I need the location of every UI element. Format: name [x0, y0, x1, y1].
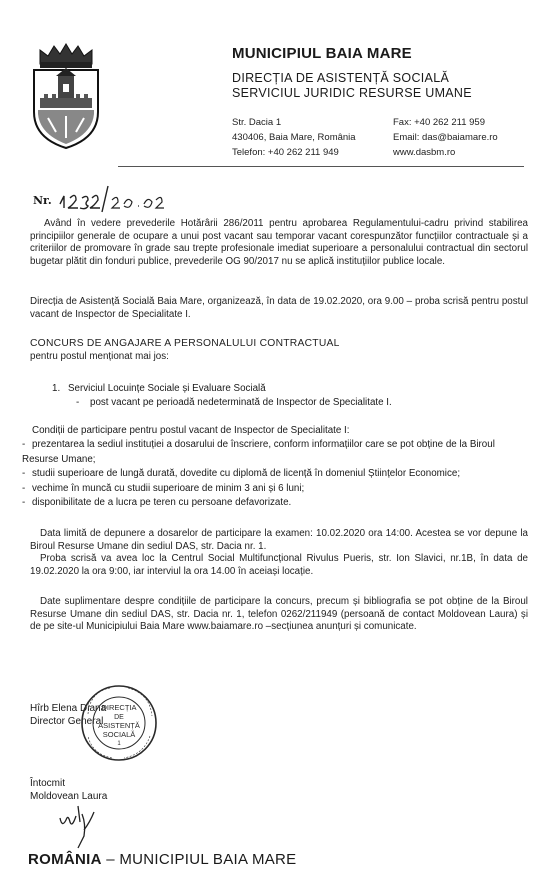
- prepared-by-block: [30, 778, 107, 803]
- stamp-number: 1: [117, 741, 121, 747]
- signer-name: Hîrb Elena Diana: [30, 703, 107, 714]
- contact-address: [232, 115, 356, 160]
- conditions-section: [22, 424, 532, 510]
- coat-of-arms-icon: [26, 42, 106, 152]
- list-item: - prezentarea la sediul instituției a dosarului de înscriere, conform informațiilor care se pot obține de la Biroul Resurse Umane;: [22, 439, 495, 465]
- service-list: [52, 382, 392, 410]
- registration-label: Nr.: [33, 194, 52, 207]
- post-description: post vacant pe perioadă nedeterminată de Inspector de Specialitate I.: [90, 397, 392, 408]
- stamp-line: ASISTENȚĂ: [98, 721, 140, 730]
- list-subitem: [52, 396, 392, 410]
- service-name: Serviciul Locuințe Sociale și Evaluare Socială: [68, 383, 266, 394]
- stamp-line: DE: [114, 714, 124, 721]
- footer-municipality: MUNICIPIUL BAIA MARE: [119, 851, 297, 868]
- handwritten-registration-number: [56, 184, 166, 214]
- list-item: - vechime în muncă cu studii superioare de minim 3 ani și 6 luni;: [22, 482, 305, 494]
- fax-number: Fax: +40 262 211 959: [393, 117, 485, 128]
- additional-info-paragraph: Date suplimentare despre condițiile de participare la concurs, precum și bibliografia se pot obține de la Biroul Resurse Umane din sediul DAS, str. Dacia nr. 1, telefon 0262/211949 (persoană de contact Moldovean Laura) și de pe site-ul Municipiului Baia Mare www.baiamare.ro –secțiunea anunțuri și comunicate.: [30, 596, 528, 633]
- legal-basis-paragraph: Având în vedere prevederile Hotărârii 286/2011 pentru aprobarea Regulamentului-cadru privind stabilirea principiilor generale de ocupare a unui post vacant sau temporar vacant corespunzător funcțiilor contractuale și a criteriilor de promovare în grade sau trepte profesionale imediat superioare a personalului contractual din sectorul bugetar plătit din fonduri publice, prevederile OG 90/2017 nu se aplică instituțiilor publice locale.: [30, 218, 528, 267]
- contact-online: [393, 115, 498, 160]
- footer-separator: –: [101, 851, 120, 868]
- stamp-line: DIRECȚIA: [101, 703, 137, 712]
- competition-title: CONCURS DE ANGAJARE A PERSONALULUI CONTRACTUAL: [30, 338, 340, 349]
- footer-country: ROMÂNIA: [28, 851, 102, 868]
- prepared-name: Moldovean Laura: [30, 790, 108, 802]
- bullet-dash: -: [76, 397, 80, 408]
- stamp-line: SOCIALĂ: [102, 730, 136, 739]
- deadline-paragraph: [30, 528, 528, 578]
- deadline-text: Data limită de depunere a dosarelor de participare la examen: 10.02.2020 ora 14:00. Acestea se vor depune la Biroul Resurse Umane din sediul DAS, str. Dacia nr. 1.: [30, 528, 528, 552]
- organizes-paragraph: Direcția de Asistență Socială Baia Mare, organizează, în data de 19.02.2020, ora 9.00 – proba scrisă pentru postul vacant de Inspector de Specialitate I.: [30, 296, 528, 320]
- footer-title: [28, 851, 297, 868]
- department-heading: [232, 71, 472, 101]
- handwritten-signature-icon: [56, 802, 106, 850]
- website-link[interactable]: www.dasbm.ro: [393, 147, 456, 158]
- email-link[interactable]: Email: das@baiamare.ro: [393, 132, 498, 143]
- department-line: DIRECȚIA DE ASISTENȚĂ SOCIALĂ: [232, 71, 450, 85]
- competition-subtitle: pentru postul menționat mai jos:: [30, 350, 169, 362]
- conditions-intro: Condiții de participare pentru postul vacant de Inspector de Specialitate I:: [32, 425, 350, 436]
- service-line: SERVICIUL JURIDIC RESURSE UMANE: [232, 86, 472, 100]
- org-name: MUNICIPIUL BAIA MARE: [232, 45, 412, 62]
- signer-title: Director General: [30, 715, 104, 727]
- address-city: 430406, Baia Mare, România: [232, 132, 356, 143]
- list-item: - disponibilitate de a lucra pe teren cu persoane defavorizate.: [22, 497, 292, 509]
- phone-number: Telefon: +40 262 211 949: [232, 147, 339, 158]
- list-item: [52, 382, 392, 396]
- exam-location-text: Proba scrisă va avea loc la Centrul Social Multifuncțional Rivulus Pueris, str. Ion Slavici, nr.1B, în data de 19.02.2020 la ora 9:00, iar interviul la ora 14.00 în aceiași locație.: [30, 553, 528, 577]
- competition-heading: [30, 338, 528, 363]
- list-number: 1.: [52, 383, 61, 394]
- official-stamp-icon: [80, 684, 158, 762]
- list-item: - studii superioare de lungă durată, dovedite cu diplomă de licență în domeniul Științelor Economice;: [22, 468, 461, 480]
- prepared-label: Întocmit: [30, 778, 66, 789]
- header-divider: [118, 166, 524, 167]
- address-street: Str. Dacia 1: [232, 117, 282, 128]
